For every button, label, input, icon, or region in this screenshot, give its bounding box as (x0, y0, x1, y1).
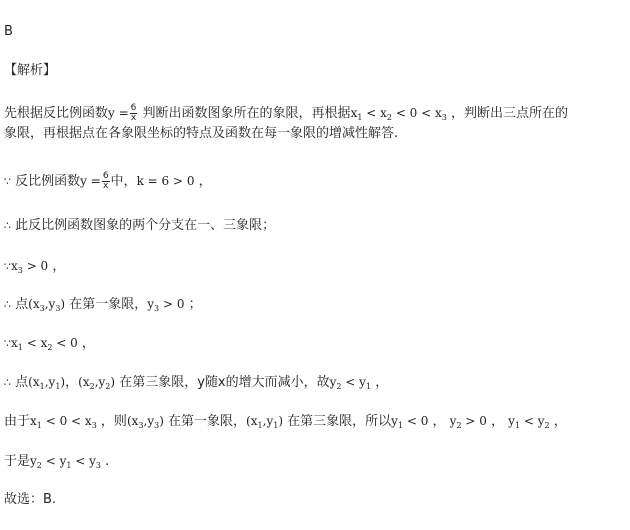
step-4-inequality: $y_3 > 0$ (147, 297, 185, 313)
point-x3-y3: $(x_3,y_3)$ (126, 414, 164, 430)
step-6-text-1: 点 (15, 375, 29, 390)
intro-text-3: ，判断出三点所在的 (451, 106, 569, 121)
fraction-6-over-x (102, 172, 110, 191)
condition-y1: $y_1 < 0$ (391, 414, 429, 430)
intro-line-2: 象限，再根据点在各象限坐标的特点及函数在每一象限的增减性解答. (4, 126, 399, 141)
step-7-text-4: 在第三象限，所以 (287, 414, 392, 429)
step-6-inequality: $y_2 < y_1$ (329, 375, 372, 391)
because-symbol: ∵ (4, 337, 11, 350)
conclusion: 故选：B. (4, 492, 57, 507)
fraction-denominator: x (130, 113, 137, 123)
intro-text-2: 判断出函数图象所在的象限，再根据 (142, 106, 351, 121)
because-symbol: ∵ (4, 260, 11, 273)
step-7-text-6: ， (491, 414, 505, 429)
step-3 (4, 257, 65, 280)
step-2 (4, 217, 275, 235)
intro-inequality: $x_1 < x_2 < 0 < x_3$ (350, 106, 447, 122)
step-2-text: 此反比例函数图象的两个分支在一、三象限； (15, 218, 276, 233)
step-5-math: $x_1 < x_2 < 0$ (11, 336, 78, 352)
fraction-6-over-x (130, 104, 138, 123)
condition-y2: $y_2 > 0$ (449, 414, 487, 430)
step-1-text: 反比例函数 (15, 174, 81, 189)
fraction-numerator: 6 (102, 171, 109, 181)
step-3-tail: ， (52, 259, 66, 274)
step-5-tail: ， (81, 336, 95, 351)
step-1-text-2: 中， (110, 174, 137, 189)
step-7 (4, 412, 567, 435)
step-7-tail: ， (553, 414, 567, 429)
step-5 (4, 334, 95, 357)
therefore-symbol: ∴ (4, 219, 11, 232)
final-ordering: $y_2 < y_1 < y_3$ (30, 454, 102, 470)
answer-label: B (4, 24, 13, 39)
function-lhs: y = (108, 106, 129, 120)
point-x1-y1: $(x_1,y_1)$ (28, 375, 66, 391)
k-value: k = 6 > 0 (136, 174, 195, 188)
step-3-math: $x_3 > 0$ (11, 259, 49, 275)
step-6-sep: ， (65, 375, 79, 390)
step-7-inequality: $x_1 < 0 < x_3$ (30, 414, 97, 430)
therefore-symbol: ∴ (4, 298, 11, 311)
function-lhs: y = (80, 174, 101, 188)
step-1-tail: ， (198, 174, 212, 189)
intro-line-1 (4, 104, 568, 127)
step-4-text-2: 在第一象限， (69, 297, 148, 312)
step-6-tail: ， (375, 375, 389, 390)
step-7-text-3: 在第一象限， (168, 414, 247, 429)
step-8-tail: . (105, 454, 110, 469)
condition-y1-y2: $y_1 < y_2$ (508, 414, 550, 430)
step-8 (4, 452, 109, 475)
step-1 (4, 172, 212, 191)
step-4 (4, 295, 202, 318)
step-7-text-2: ，则 (100, 414, 127, 429)
step-7-text-5: ， (432, 414, 446, 429)
step-4-text-1: 点 (15, 297, 29, 312)
therefore-symbol: ∴ (4, 376, 11, 389)
intro-text-1: 先根据反比例函数 (4, 106, 109, 121)
step-7-text-1: 由于 (4, 414, 31, 429)
fraction-numerator: 6 (130, 103, 137, 113)
step-6 (4, 373, 388, 396)
section-title: 【解析】 (4, 63, 57, 78)
because-symbol: ∵ (4, 175, 11, 188)
step-8-text: 于是 (4, 454, 31, 469)
point-x2-y2: $(x_2,y_2)$ (78, 375, 116, 391)
step-4-tail: ； (188, 297, 202, 312)
step-6-text-2: 在第三象限，y随x的增大而减小，故 (119, 375, 330, 390)
point-x3-y3: $(x_3,y_3)$ (28, 297, 66, 313)
fraction-denominator: x (103, 181, 109, 191)
point-x1-y1: $(x_1,y_1)$ (246, 414, 283, 430)
